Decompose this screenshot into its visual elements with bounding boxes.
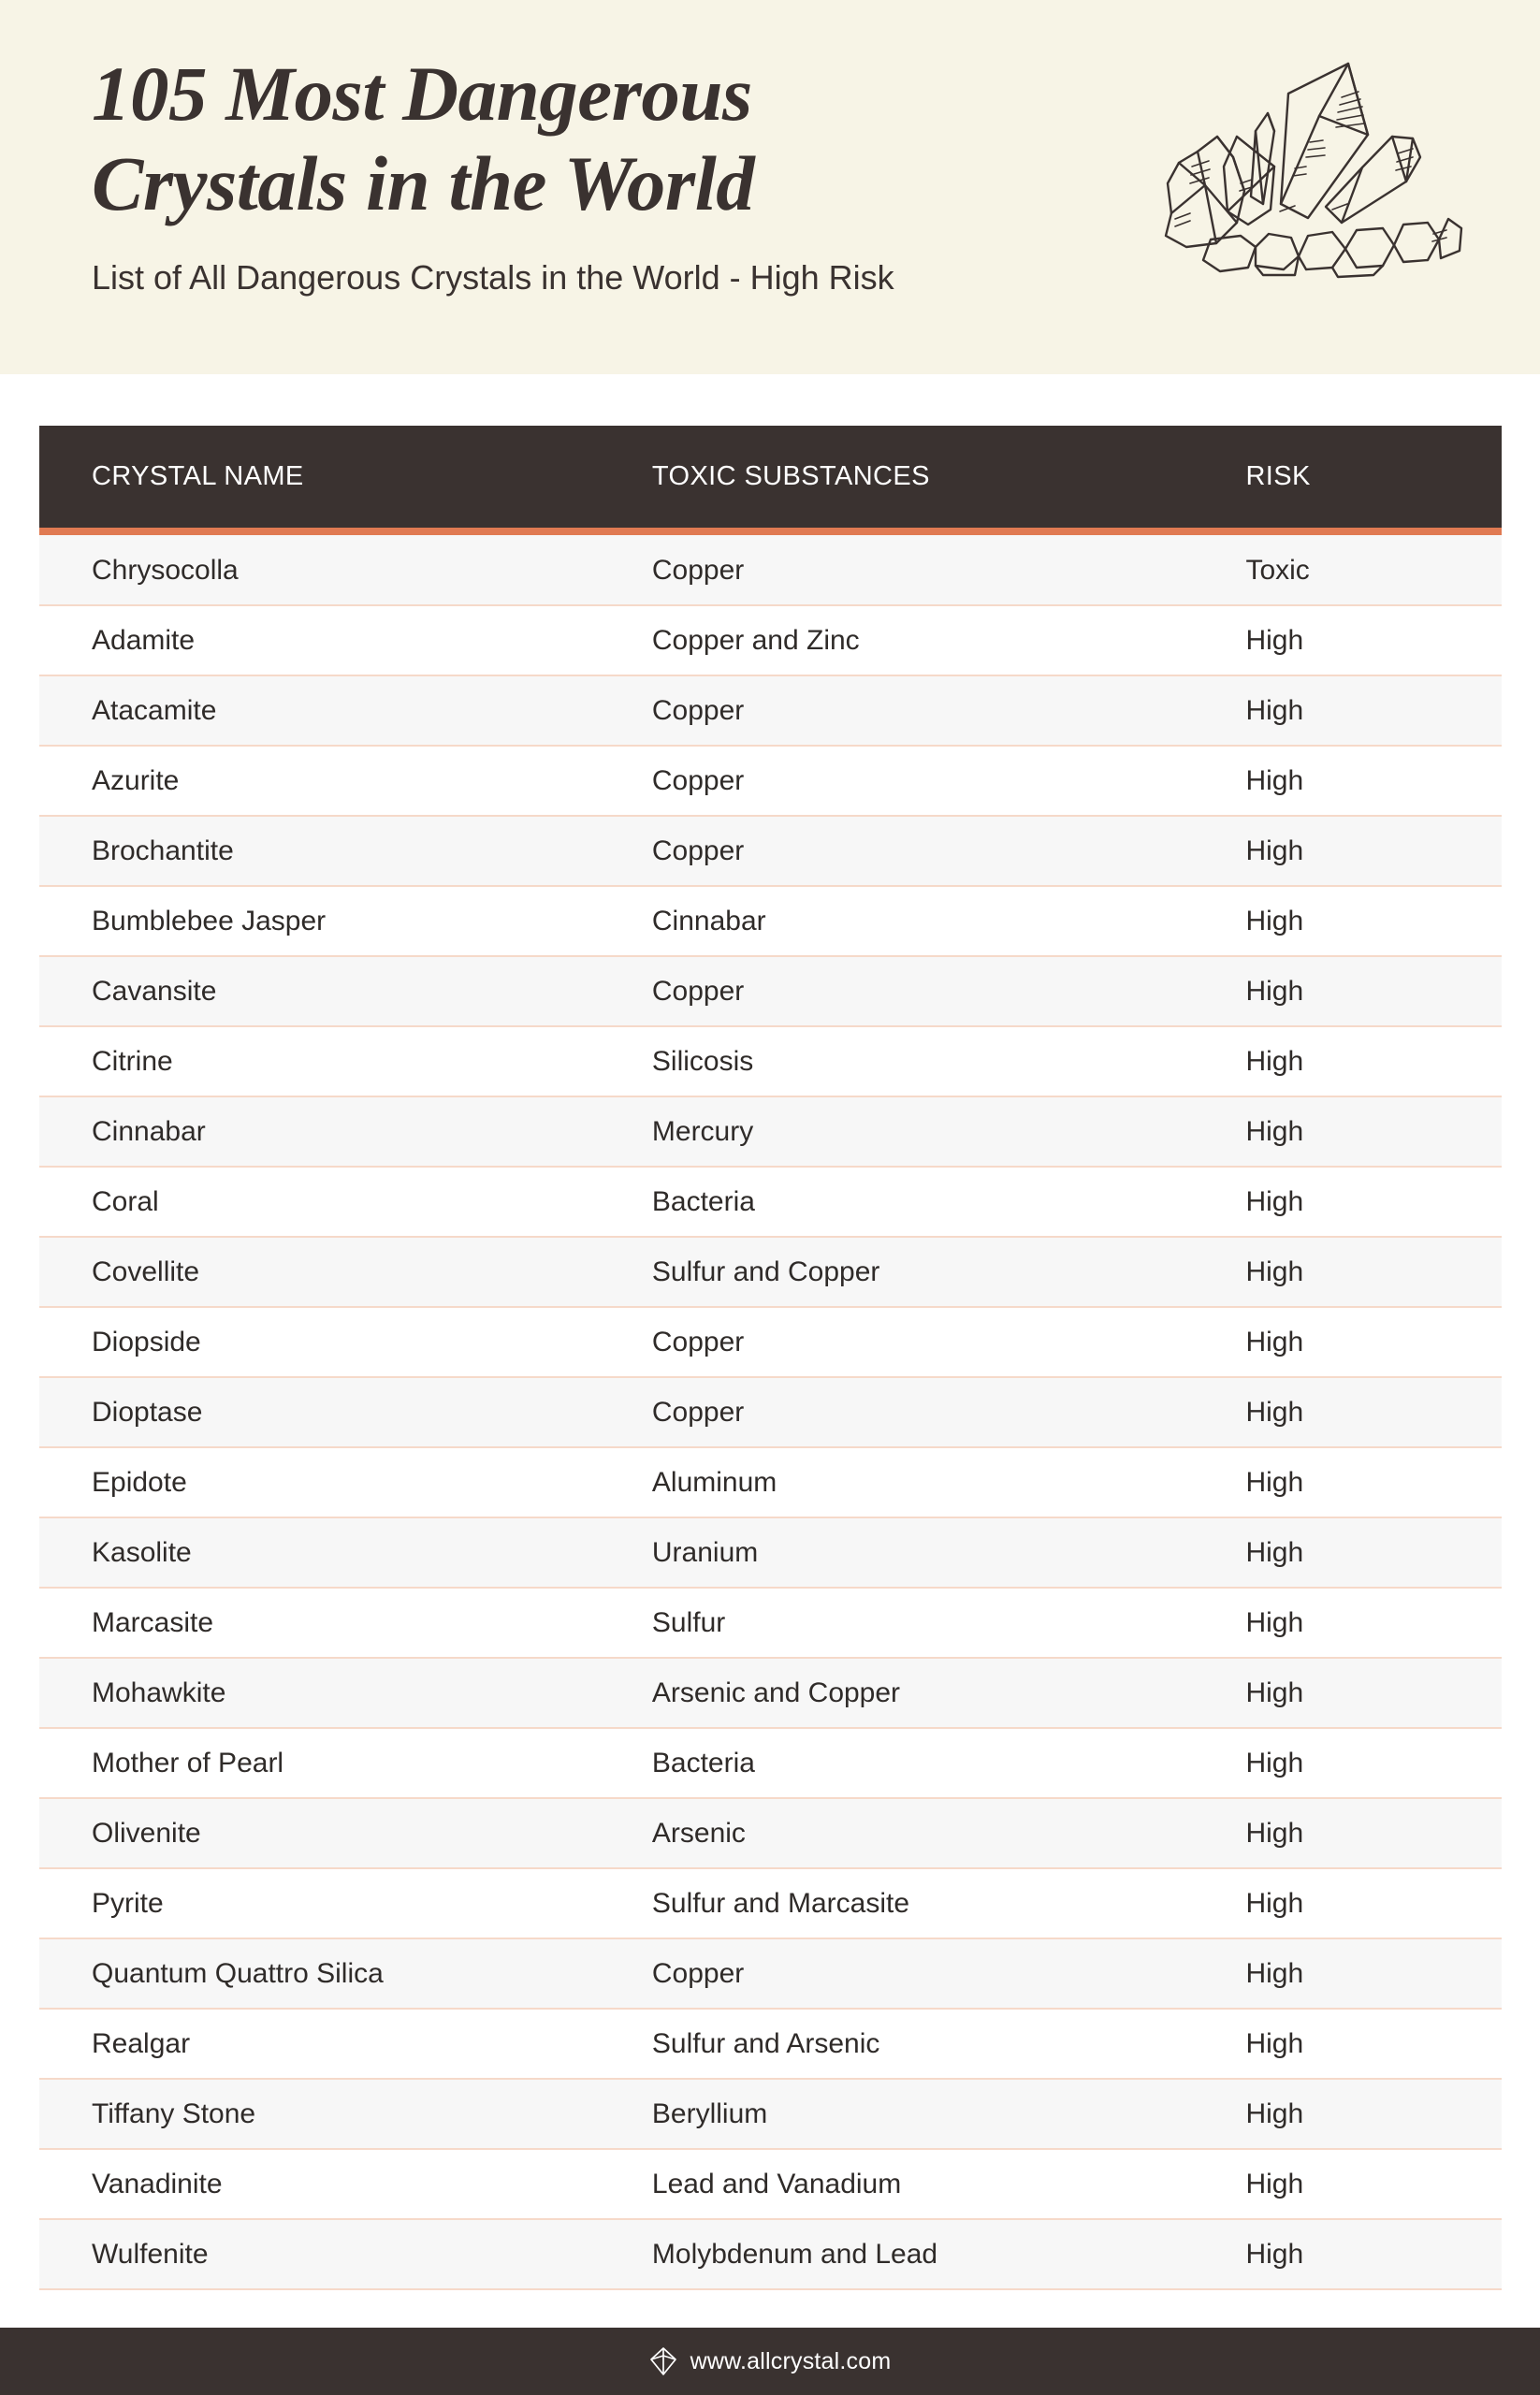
crystal-name-cell: Pyrite: [39, 1868, 652, 1938]
toxic-substances-cell: Sulfur and Copper: [652, 1237, 1246, 1307]
table-row: [39, 956, 1502, 1026]
crystal-name-cell: Chrysocolla: [39, 535, 652, 605]
crystal-name-cell: Bumblebee Jasper: [39, 886, 652, 956]
table-header: [39, 426, 1502, 535]
risk-cell: High: [1245, 956, 1502, 1026]
table-row: [39, 886, 1502, 956]
risk-cell: High: [1245, 1938, 1502, 2009]
crystal-name-cell: Atacamite: [39, 675, 652, 746]
table-row: [39, 605, 1502, 675]
toxic-substances-cell: Copper: [652, 1377, 1246, 1447]
table-row: [39, 2009, 1502, 2079]
table-row: [39, 2079, 1502, 2149]
crystal-name-cell: Dioptase: [39, 1377, 652, 1447]
crystal-name-cell: Coral: [39, 1167, 652, 1237]
risk-cell: High: [1245, 1868, 1502, 1938]
dangerous-crystals-table: [39, 426, 1502, 2290]
toxic-substances-cell: Sulfur and Marcasite: [652, 1868, 1246, 1938]
table-row: [39, 1307, 1502, 1377]
table-body: [39, 535, 1502, 2289]
page-subtitle: List of All Dangerous Crystals in the World - High Risk: [92, 257, 894, 297]
risk-cell: High: [1245, 1588, 1502, 1658]
crystal-name-cell: Mohawkite: [39, 1658, 652, 1728]
risk-cell: High: [1245, 1026, 1502, 1096]
toxic-substances-cell: Copper: [652, 535, 1246, 605]
risk-cell: High: [1245, 1307, 1502, 1377]
table-header-row: [39, 426, 1502, 528]
footer-bar: [0, 2328, 1540, 2395]
page-title: [92, 49, 1140, 229]
footer-website-url: www.allcrystal.com: [690, 2347, 892, 2374]
table-row: [39, 1377, 1502, 1447]
toxic-substances-cell: Bacteria: [652, 1728, 1246, 1798]
crystal-name-cell: Cavansite: [39, 956, 652, 1026]
toxic-substances-cell: Mercury: [652, 1096, 1246, 1167]
crystal-name-cell: Brochantite: [39, 816, 652, 886]
crystal-name-cell: Citrine: [39, 1026, 652, 1096]
toxic-substances-cell: Copper: [652, 675, 1246, 746]
toxic-substances-cell: Silicosis: [652, 1026, 1246, 1096]
table-row: [39, 1588, 1502, 1658]
toxic-substances-cell: Copper: [652, 956, 1246, 1026]
risk-cell: High: [1245, 1377, 1502, 1447]
crystal-name-cell: Tiffany Stone: [39, 2079, 652, 2149]
table-row: [39, 1658, 1502, 1728]
crystal-name-cell: Covellite: [39, 1237, 652, 1307]
table-row: [39, 2219, 1502, 2289]
dangerous-crystals-table-container: [39, 426, 1502, 2290]
risk-cell: High: [1245, 2079, 1502, 2149]
risk-cell: High: [1245, 2009, 1502, 2079]
toxic-substances-cell: Lead and Vanadium: [652, 2149, 1246, 2219]
risk-cell: High: [1245, 1658, 1502, 1728]
table-row: [39, 1096, 1502, 1167]
toxic-substances-cell: Arsenic: [652, 1798, 1246, 1868]
risk-cell: High: [1245, 605, 1502, 675]
column-header-toxic-substances: TOXIC SUBSTANCES: [652, 426, 1246, 528]
risk-cell: High: [1245, 746, 1502, 816]
crystal-name-cell: Vanadinite: [39, 2149, 652, 2219]
table-row: [39, 1447, 1502, 1517]
table-row: [39, 675, 1502, 746]
crystal-cluster-illustration: [1158, 26, 1467, 279]
risk-cell: High: [1245, 1728, 1502, 1798]
toxic-substances-cell: Aluminum: [652, 1447, 1246, 1517]
header-accent-bar: [39, 528, 1502, 535]
risk-cell: High: [1245, 2149, 1502, 2219]
risk-cell: High: [1245, 816, 1502, 886]
risk-cell: High: [1245, 1167, 1502, 1237]
table-row: [39, 746, 1502, 816]
toxic-substances-cell: Copper and Zinc: [652, 605, 1246, 675]
risk-cell: High: [1245, 1096, 1502, 1167]
diamond-octahedron-logo: [649, 2346, 677, 2376]
page-title-line-2: Crystals in the World: [92, 140, 755, 227]
crystal-name-cell: Mother of Pearl: [39, 1728, 652, 1798]
risk-cell: High: [1245, 2219, 1502, 2289]
crystal-name-cell: Adamite: [39, 605, 652, 675]
crystal-name-cell: Epidote: [39, 1447, 652, 1517]
page-title-line-1: 105 Most Dangerous: [92, 51, 752, 137]
crystal-name-cell: Realgar: [39, 2009, 652, 2079]
toxic-substances-cell: Beryllium: [652, 2079, 1246, 2149]
header-text-block: [92, 49, 1140, 298]
toxic-substances-cell: Sulfur: [652, 1588, 1246, 1658]
toxic-substances-cell: Uranium: [652, 1517, 1246, 1588]
table-row: [39, 1798, 1502, 1868]
toxic-substances-cell: Cinnabar: [652, 886, 1246, 956]
crystal-name-cell: Kasolite: [39, 1517, 652, 1588]
risk-cell: High: [1245, 1447, 1502, 1517]
column-header-crystal-name: CRYSTAL NAME: [39, 426, 652, 528]
toxic-substances-cell: Sulfur and Arsenic: [652, 2009, 1246, 2079]
table-row: [39, 1517, 1502, 1588]
risk-cell: High: [1245, 1517, 1502, 1588]
table-row: [39, 1026, 1502, 1096]
crystal-name-cell: Cinnabar: [39, 1096, 652, 1167]
table-row: [39, 1938, 1502, 2009]
header-banner: [0, 0, 1540, 374]
toxic-substances-cell: Copper: [652, 816, 1246, 886]
table-row: [39, 535, 1502, 605]
crystal-name-cell: Azurite: [39, 746, 652, 816]
risk-cell: High: [1245, 886, 1502, 956]
table-row: [39, 1167, 1502, 1237]
risk-cell: High: [1245, 1798, 1502, 1868]
toxic-substances-cell: Copper: [652, 1307, 1246, 1377]
crystal-name-cell: Diopside: [39, 1307, 652, 1377]
header-accent-bar-fill: [39, 528, 1502, 535]
toxic-substances-cell: Molybdenum and Lead: [652, 2219, 1246, 2289]
table-row: [39, 2149, 1502, 2219]
crystal-name-cell: Wulfenite: [39, 2219, 652, 2289]
toxic-substances-cell: Bacteria: [652, 1167, 1246, 1237]
crystal-name-cell: Marcasite: [39, 1588, 652, 1658]
risk-cell: Toxic: [1245, 535, 1502, 605]
crystal-name-cell: Olivenite: [39, 1798, 652, 1868]
table-row: [39, 1728, 1502, 1798]
toxic-substances-cell: Arsenic and Copper: [652, 1658, 1246, 1728]
column-header-risk: RISK: [1245, 426, 1502, 528]
toxic-substances-cell: Copper: [652, 1938, 1246, 2009]
risk-cell: High: [1245, 1237, 1502, 1307]
risk-cell: High: [1245, 675, 1502, 746]
crystal-name-cell: Quantum Quattro Silica: [39, 1938, 652, 2009]
toxic-substances-cell: Copper: [652, 746, 1246, 816]
table-row: [39, 816, 1502, 886]
table-row: [39, 1868, 1502, 1938]
table-row: [39, 1237, 1502, 1307]
